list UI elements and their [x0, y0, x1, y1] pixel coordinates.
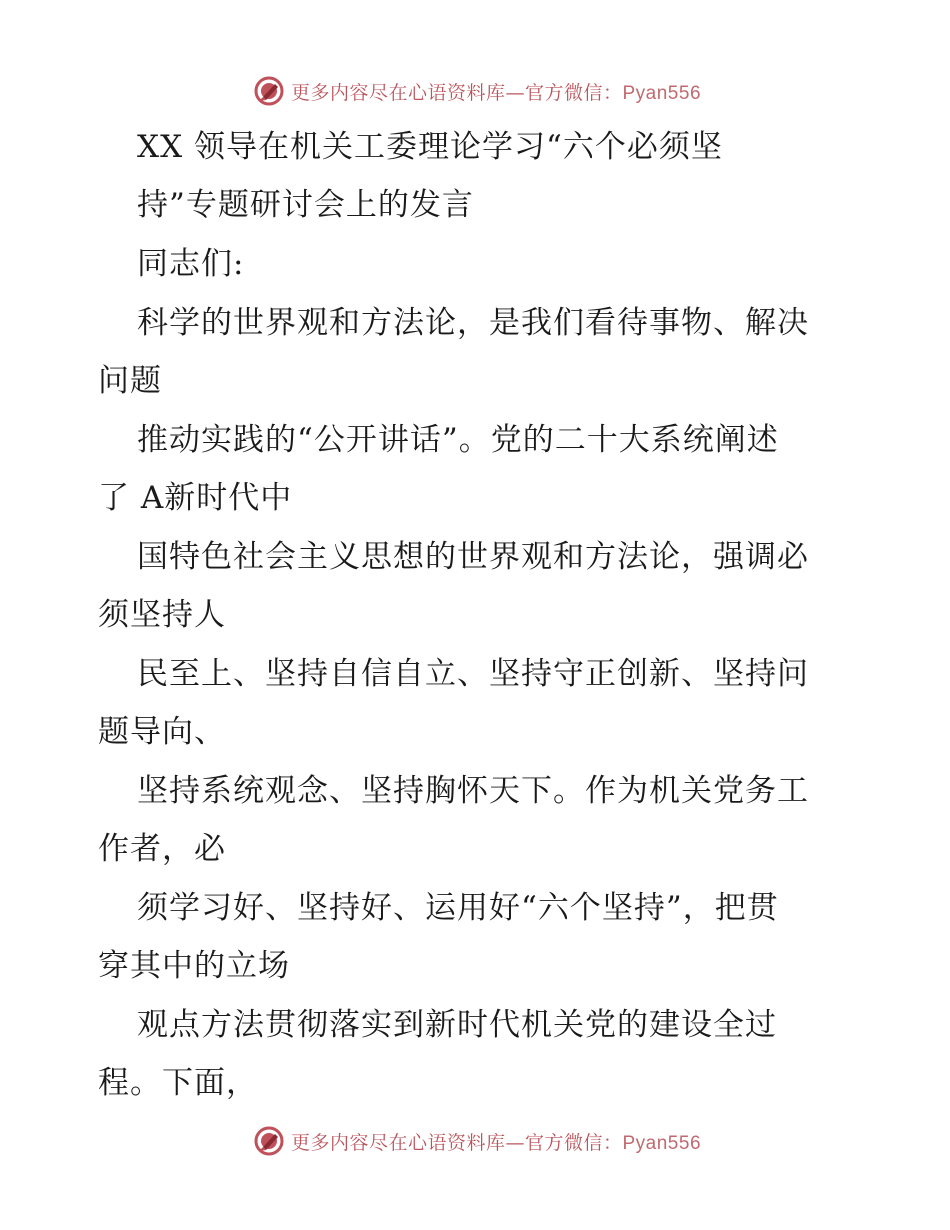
paragraph-line: 国特色社会主义思想的世界观和方法论，强调必 — [137, 539, 809, 575]
document-title-line-1: XX 领导在机关工委理论学习“六个必须坚 — [137, 129, 723, 165]
paragraph-line: 了 A新时代中 — [98, 480, 293, 516]
pen-logo-icon — [253, 75, 285, 107]
paragraph-line: 须学习好、坚持好、运用好“六个坚持”，把贯 — [137, 890, 779, 926]
paragraph-line: 须坚持人 — [98, 597, 226, 633]
header-watermark-banner — [0, 71, 950, 111]
document-title-line-2: 持”专题研讨会上的发言 — [137, 187, 474, 223]
banner-text-cn: 更多内容尽在心语资料库—官方微信： — [290, 81, 623, 104]
banner-text-cn: 更多内容尽在心语资料库—官方微信： — [290, 1131, 623, 1154]
pen-logo-icon — [253, 1125, 285, 1157]
banner-wechat-id: Pyan556 — [622, 82, 702, 104]
paragraph-line: 程。下面， — [98, 1065, 258, 1101]
paragraph-line: 推动实践的“公开讲话”。党的二十大系统阐述 — [137, 422, 779, 458]
footer-watermark-banner — [0, 1121, 950, 1161]
paragraph-line: 题导向、 — [98, 714, 226, 750]
banner-text — [291, 78, 701, 105]
paragraph-line: 穿其中的立场 — [98, 948, 290, 984]
salutation: 同志们: — [137, 246, 245, 282]
paragraph-line: 坚持系统观念、坚持胸怀天下。作为机关党务工 — [137, 773, 809, 809]
paragraph-line: 作者，必 — [98, 831, 226, 867]
paragraph-line: 观点方法贯彻落实到新时代机关党的建设全过 — [137, 1007, 777, 1043]
paragraph-line: 科学的世界观和方法论，是我们看待事物、解决 — [137, 305, 809, 341]
banner-text — [291, 1128, 701, 1155]
banner-wechat-id: Pyan556 — [622, 1132, 702, 1154]
paragraph-line: 民至上、坚持自信自立、坚持守正创新、坚持问 — [137, 656, 809, 692]
paragraph-line: 问题 — [98, 363, 162, 399]
